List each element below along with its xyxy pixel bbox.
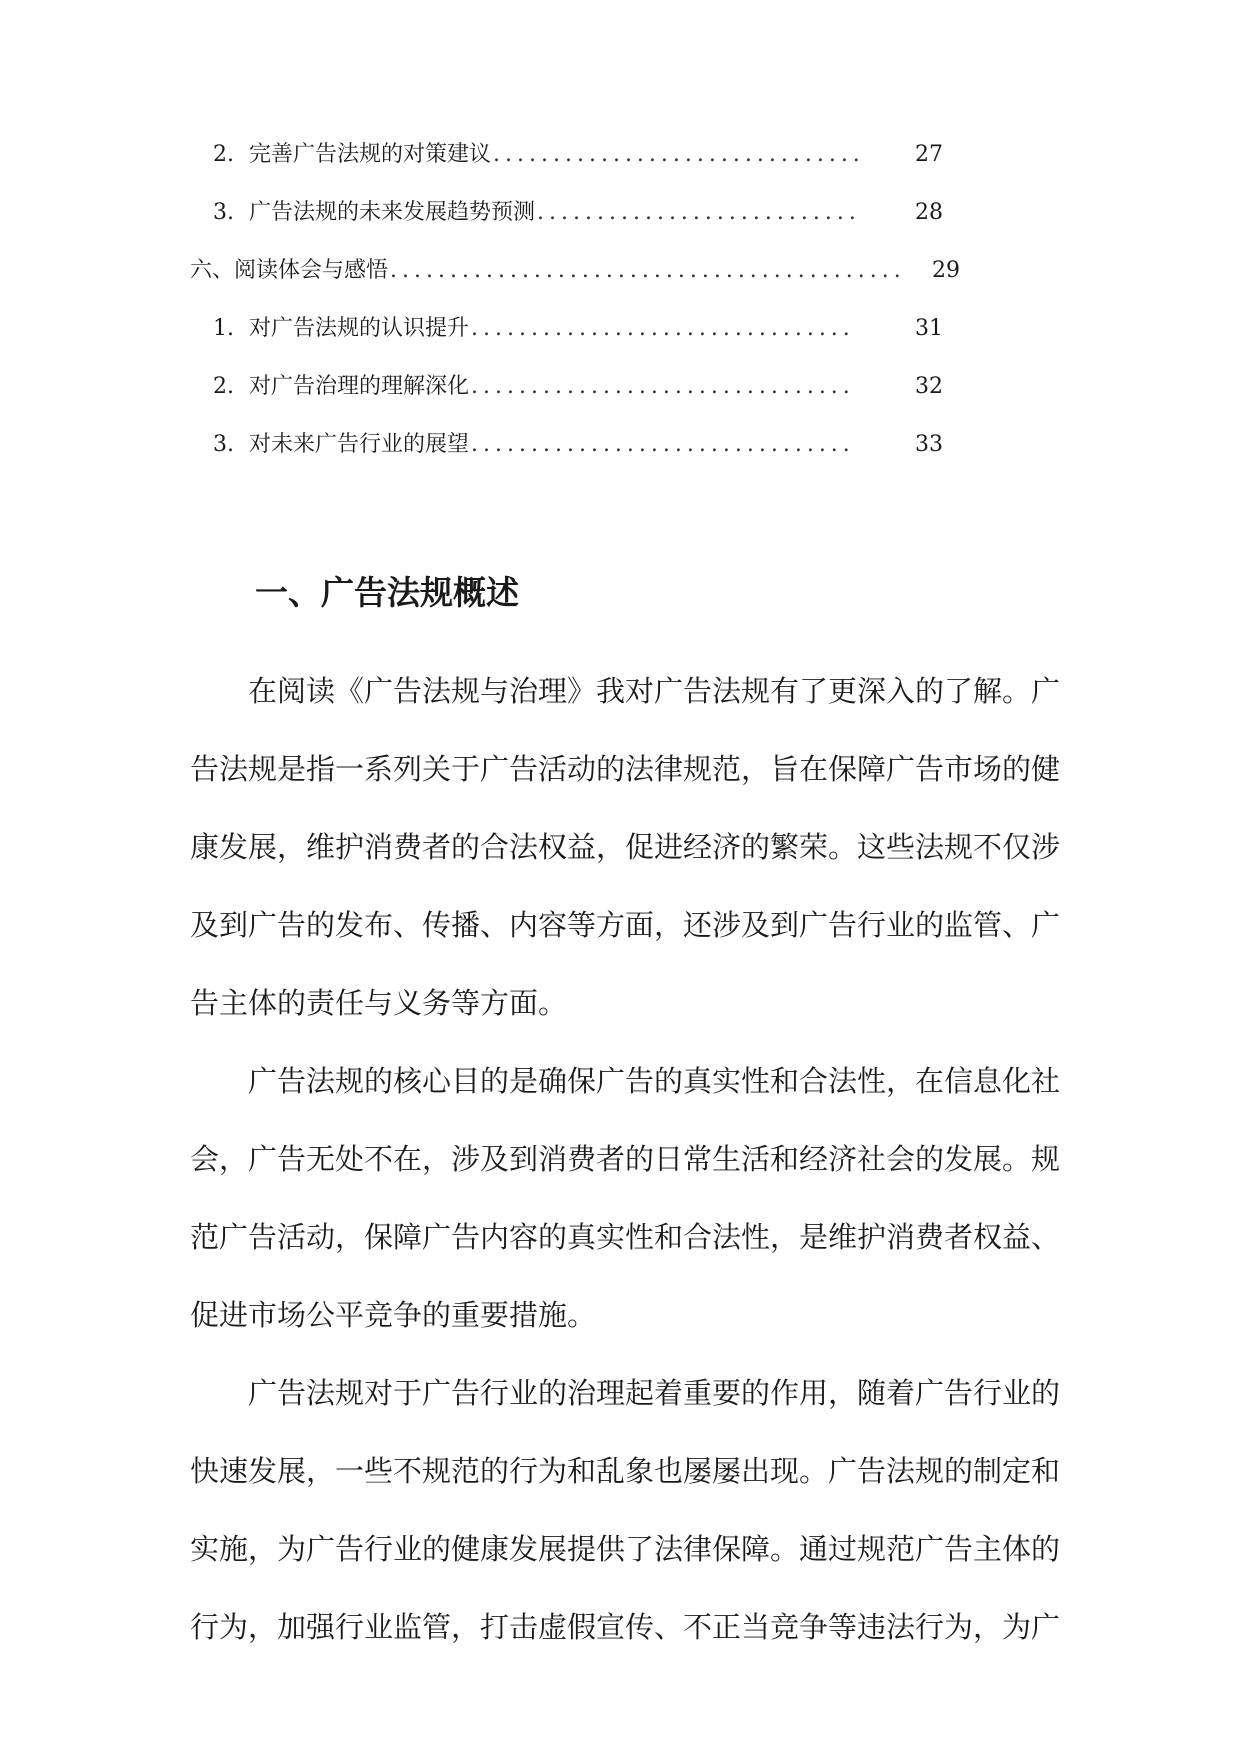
- toc-entry-title: 对未来广告行业的展望: [249, 432, 470, 457]
- toc-entry[interactable]: [213, 188, 943, 228]
- body-paragraph: 广告法规的核心目的是确保广告的真实性和合法性，在信息化社会，广告无处不在，涉及到消费者的日常生活和经济社会的发展。规范广告活动，保障广告内容的真实性和合法性，是维护消费者权益、促进市场公平竞争的重要措施。: [190, 1064, 1061, 1332]
- toc-entry-number: 3.: [213, 432, 234, 457]
- toc-entry-number: 3.: [213, 200, 234, 225]
- toc-entry-number: 1.: [213, 316, 234, 341]
- toc-entry[interactable]: [213, 130, 943, 170]
- toc-entry-page: 28: [915, 200, 943, 225]
- toc-entry-title: 完善广告法规的对策建议: [249, 142, 492, 167]
- toc-entry-page: 31: [915, 316, 943, 341]
- toc-entry-number: 2.: [213, 142, 234, 167]
- toc-entry-number: 2.: [213, 374, 234, 399]
- toc-entry-title: 对广告治理的理解深化: [249, 374, 470, 399]
- toc-entry-page: 32: [915, 374, 943, 399]
- toc-leader-dots: ...............................: [493, 142, 865, 167]
- toc-entry[interactable]: [213, 362, 943, 402]
- toc-leader-dots: ................................: [471, 316, 855, 341]
- toc-leader-dots: ...........................................: [390, 258, 906, 283]
- toc-leader-dots: ................................: [471, 432, 855, 457]
- section-body: [190, 652, 1060, 1666]
- toc-entry-page: 27: [915, 142, 943, 167]
- toc-entry[interactable]: [213, 304, 943, 344]
- toc-entry-title: 六、阅读体会与感悟: [190, 258, 389, 283]
- body-paragraph: 广告法规对于广告行业的治理起着重要的作用，随着广告行业的快速发展，一些不规范的行为和乱象也屡屡出现。广告法规的制定和实施，为广告行业的健康发展提供了法律保障。通过规范广告主体的行为，加强行业监管，打击虚假宣传、不正当竞争等违法行为，为广: [190, 1376, 1061, 1644]
- toc-entry[interactable]: [213, 420, 943, 460]
- toc-entry[interactable]: [190, 246, 960, 286]
- toc-entry-page: 33: [915, 432, 943, 457]
- toc-leader-dots: ...........................: [537, 200, 861, 225]
- body-paragraph: 在阅读《广告法规与治理》我对广告法规有了更深入的了解。广告法规是指一系列关于广告活动的法律规范，旨在保障广告市场的健康发展，维护消费者的合法权益，促进经济的繁荣。这些法规不仅涉及到广告的发布、传播、内容等方面，还涉及到广告行业的监管、广告主体的责任与义务等方面。: [190, 674, 1061, 1020]
- toc-leader-dots: ................................: [471, 374, 855, 399]
- toc-entry-title: 广告法规的未来发展趋势预测: [249, 200, 536, 225]
- section-heading: 一、广告法规概述: [255, 573, 519, 612]
- toc-entry-title: 对广告法规的认识提升: [249, 316, 470, 341]
- toc-entry-page: 29: [932, 258, 960, 283]
